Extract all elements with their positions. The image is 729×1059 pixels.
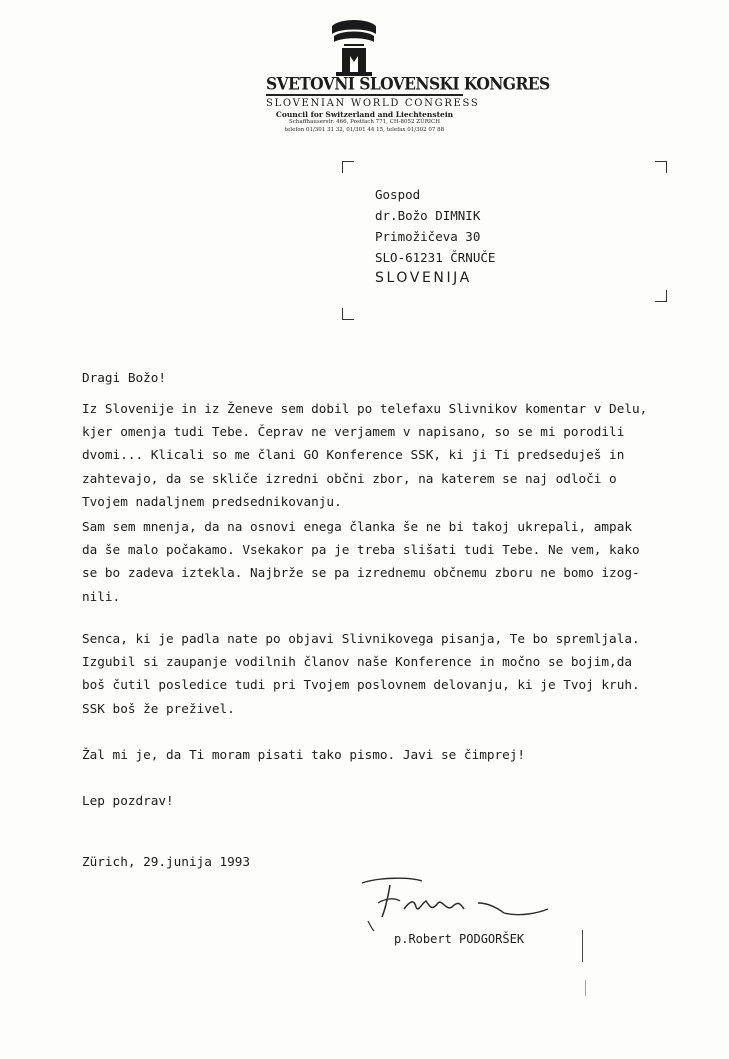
paragraph-1 — [82, 397, 647, 513]
paragraph-3-line: SSK boš že preživel. — [82, 700, 235, 716]
paragraph-1-line: kjer omenja tudi Tebe. Čeprav ne verjamem v napisano, so se mi porodili — [82, 424, 625, 440]
paragraph-1-line: dvomi... Klicali so me člani GO Konference SSK, ki ji Ti predseduješ in — [82, 447, 625, 463]
place-date: Zürich, 29.junija 1993 — [82, 854, 251, 869]
paragraph-2 — [82, 515, 640, 608]
paragraph-3 — [82, 627, 640, 720]
paragraph-3-line: Senca, ki je padla nate po objavi Slivnikovega pisanja, Te bo spremljala. — [82, 631, 640, 646]
address-mark-top-left — [342, 161, 354, 173]
closing: Lep pozdrav! — [82, 793, 174, 808]
paragraph-2-line: da še malo počakamo. Vsekakor pa je treba slišati tudi Tebe. Ne vem, kako — [82, 542, 640, 558]
letterhead-council: Council for Switzerland and Liechtenstein — [275, 110, 454, 119]
recipient-street: Primožičeva 30 — [375, 229, 481, 244]
greeting: Dragi Božo! — [82, 370, 167, 385]
paragraph-1-line: Tvojem nadaljnem predsednikovanju. — [82, 493, 342, 509]
address-mark-bottom-right — [655, 290, 667, 302]
paragraph-1-line: Iz Slovenije in iz Ženeve sem dobil po telefaxu Slivnikov komentar v Delu, — [82, 401, 648, 416]
margin-mark — [582, 930, 583, 962]
paragraph-2-line: se bo zadeva iztekla. Najbrže se pa izrednemu občnemu zboru ne bomo izog- — [82, 565, 640, 581]
letterhead-phone: telefon 01/301 31 32, 01/301 44 15, telefax 01/302 07 88 — [284, 127, 445, 133]
address-mark-top-right — [655, 161, 667, 173]
paragraph-2-line: nili. — [82, 588, 121, 604]
handwritten-signature — [360, 873, 560, 933]
address-mark-bottom-left — [342, 308, 354, 320]
recipient-country: SLOVENIJA — [375, 270, 472, 286]
recipient-address — [375, 184, 495, 289]
congress-logo-icon — [330, 16, 378, 76]
paragraph-4: Žal mi je, da Ti moram pisati tako pismo. Javi se čimprej! — [82, 747, 526, 762]
letterhead-address: Schaffhauserstr. 466, Postfach 771, CH-8052 ZÜRICH — [288, 119, 441, 125]
paragraph-2-line: Sam sem mnenja, da na osnovi enega članka še ne bi takoj ukrepali, ampak — [82, 519, 632, 534]
margin-mark — [585, 980, 586, 996]
recipient-city: SLO-61231 ČRNUČE — [375, 250, 496, 265]
recipient-name: dr.Božo DIMNIK — [375, 208, 481, 223]
letterhead-org-name-en: SLOVENIAN WORLD CONGRESS — [266, 98, 480, 109]
paragraph-1-line: zahtevajo, da se skliče izredni občni zbor, na katerem se naj odloči o — [82, 470, 617, 486]
letterhead-rule — [266, 94, 463, 96]
signatory-name: p.Robert PODGORŠEK — [394, 932, 525, 946]
letterhead-org-name: SVETOVNI SLOVENSKI KONGRES — [266, 73, 550, 94]
recipient-salutation: Gospod — [375, 187, 421, 202]
paragraph-3-line: Izgubil si zaupanje vodilnih članov naše Konference in močno se bojim,da — [82, 654, 632, 670]
paragraph-3-line: boš čutil posledice tudi pri Tvojem poslovnem delovanju, ki je Tvoj kruh. — [82, 677, 640, 693]
